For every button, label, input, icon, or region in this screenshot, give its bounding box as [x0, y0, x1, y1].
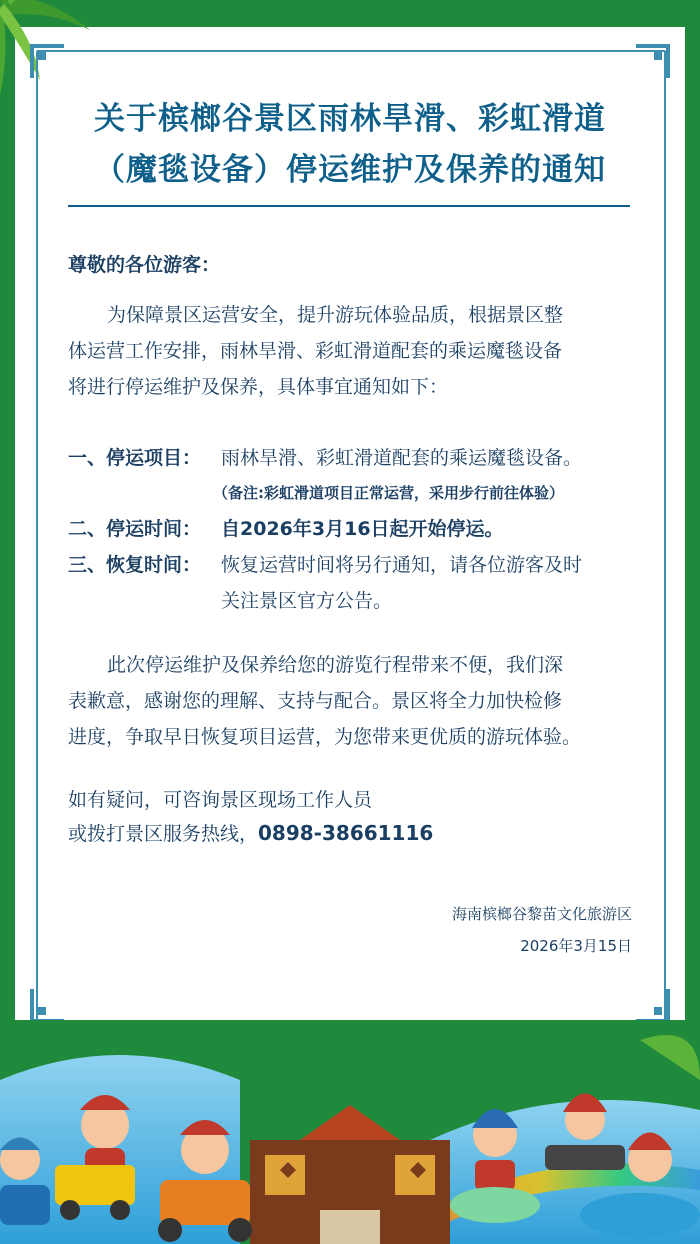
item-1-label: 一、停运项目：: [68, 447, 202, 469]
item-3-label: 三、恢复时间：: [68, 554, 202, 576]
item-3-text: 恢复运营时间将另行通知，请各位游客及时: [221, 554, 583, 576]
apology-line-2: 表歉意，感谢您的理解、支持与配合。景区将全力加快检修: [68, 690, 563, 712]
title-divider: [68, 205, 630, 207]
apology-line-3: 进度，争取早日恢复项目运营，为您带来更优质的游玩体验。: [68, 726, 582, 748]
intro-line-3: 将进行停运维护及保养，具体事宜通知如下：: [68, 376, 449, 398]
contact-line-1: 如有疑问，可咨询景区现场工作人员: [68, 789, 373, 811]
item-1-text: 雨林旱滑、彩虹滑道配套的乘运魔毯设备。: [221, 447, 583, 469]
remark-note: （备注:彩虹滑道项目正常运营，采用步行前往体验）: [213, 484, 565, 502]
notice-title-line-2: （魔毯设备）停运维护及保养的通知: [94, 152, 606, 188]
hotline-number: 0898-38661116: [258, 821, 434, 845]
greeting: 尊敬的各位游客：: [68, 254, 221, 276]
item-2-text: 自2026年3月16日起开始停运。: [221, 518, 504, 540]
item-3-text-continued: 关注景区官方公告。: [221, 590, 393, 612]
contact-line-2: [68, 819, 433, 846]
signature-date: 2026年3月15日: [520, 937, 632, 955]
contact-line-2-prefix: 或拨打景区服务热线，: [68, 823, 259, 845]
intro-line-2: 体运营工作安排，雨林旱滑、彩虹滑道配套的乘运魔毯设备: [68, 340, 563, 362]
notice-title-line-1: 关于槟榔谷景区雨林旱滑、彩虹滑道: [94, 101, 606, 137]
item-2-label: 二、停运时间：: [68, 518, 202, 540]
corner-ornament-bottom-right: [632, 985, 672, 1025]
apology-line-1: 此次停运维护及保养给您的游览行程带来不便，我们深: [107, 654, 564, 676]
intro-line-1: 为保障景区运营安全，提升游玩体验品质，根据景区整: [107, 304, 564, 326]
corner-ornament-top-right: [632, 42, 672, 82]
corner-ornament-bottom-left: [28, 985, 68, 1025]
signature-organization: 海南槟榔谷黎苗文化旅游区: [451, 905, 632, 923]
corner-ornament-top-left: [28, 42, 68, 82]
cartoon-scene-illustration: [0, 1020, 700, 1244]
